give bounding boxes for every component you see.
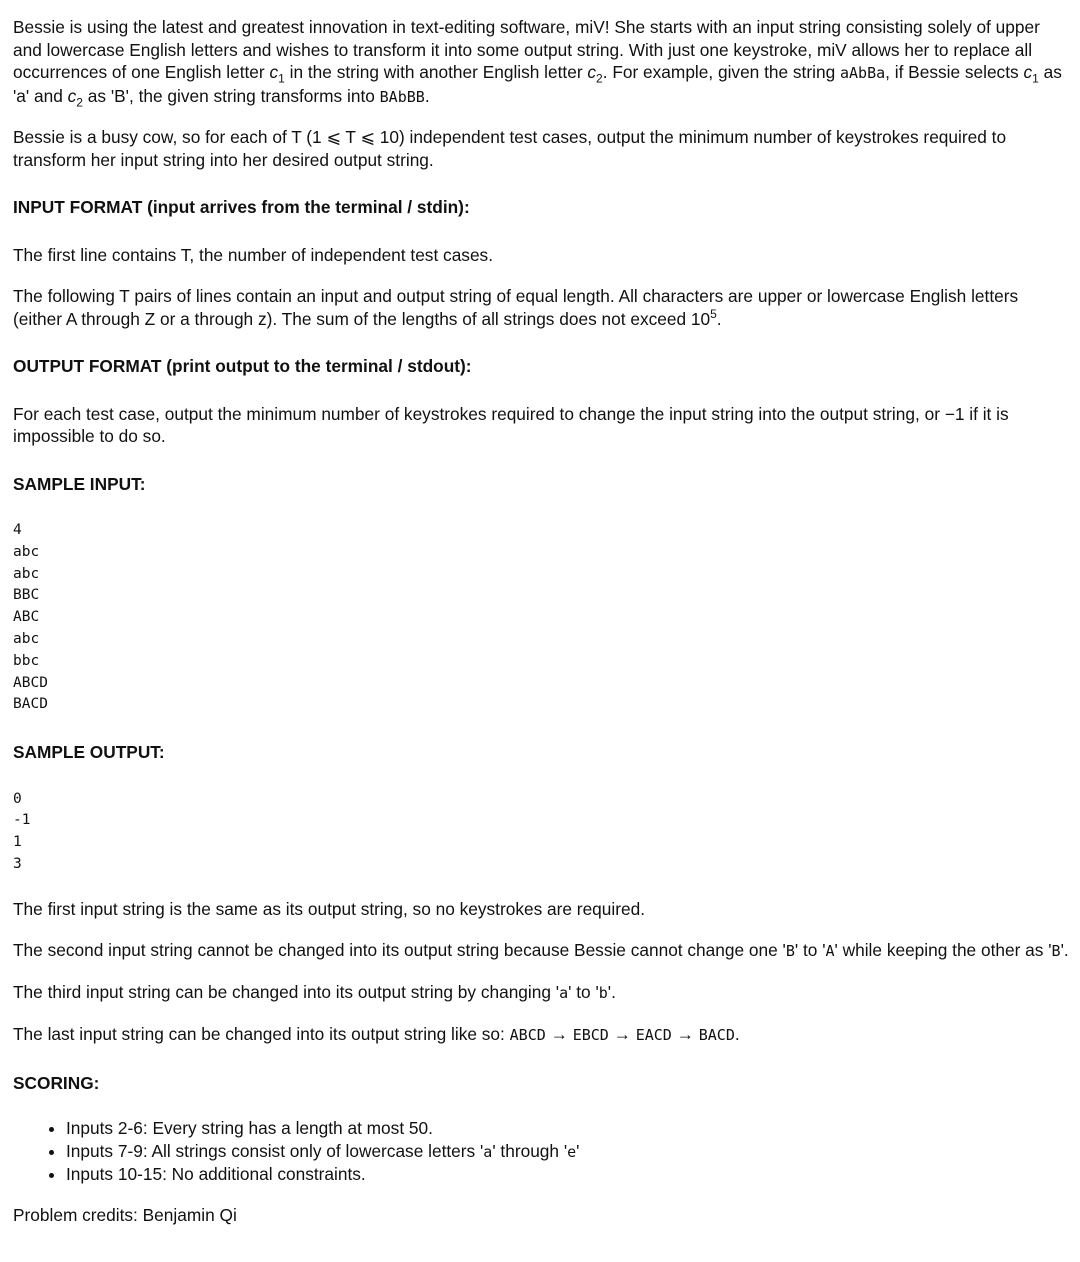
sample-input-line: ABCD — [13, 674, 48, 691]
intro-paragraph: Bessie is using the latest and greatest innovation in text-editing software, miV! She starts with an input string consisting solely of upper and lowercase English letters and wishes to transform it into some output string. With just one keystroke, miV allows her to replace all occurrences of one English letter $c_1$ in the string with another English letter $c_2$. For example, given the string aAbBa, if Bessie selects $c_1$ as 'a' and $c_2$ as 'B', the given string transforms into BAbBB. — [13, 17, 1062, 109]
output-format-heading: OUTPUT FORMAT (print output to the terminal / stdout): — [13, 356, 472, 376]
sample-output-block — [13, 789, 1069, 876]
scoring-item: • Inputs 7-9: All strings consist only of lowercase letters 'a' through 'e' — [66, 1140, 1069, 1164]
example-output-string: BAbBB — [379, 87, 425, 106]
arrow-icon: → — [676, 1024, 694, 1045]
arrow-icon: → — [550, 1024, 568, 1045]
sample-input-line: BACD — [13, 696, 48, 713]
sample-output-line: 1 — [13, 834, 22, 851]
sample-input-line: abc — [13, 630, 40, 647]
sample-input-line: ABC — [13, 609, 40, 626]
explanation-1: The first input string is the same as its output string, so no keystrokes are required. — [13, 898, 646, 919]
arrow-icon: → — [613, 1024, 631, 1045]
input-format-paragraph-2: The following T pairs of lines contain an input and output string of equal length. All characters are upper or lowercase English letters (either A through Z or a through z). The sum of the lengths of all strings does not exceed $10^5$. — [13, 286, 1019, 329]
explanation-4: The last input string can be changed into its output string like so: ABCD → EBCD → EACD → BACD. — [13, 1024, 740, 1045]
busy-paragraph: Bessie is a busy cow, so for each of T (1 ⩽ T ⩽ 10) independent test cases, output the minimum number of keystrokes required to transform her input string into her desired output string. — [13, 127, 1007, 170]
output-format-paragraph: For each test case, output the minimum number of keystrokes required to change the input string into the output string, or −1 if it is impossible to do so. — [13, 403, 1009, 446]
input-format-heading: INPUT FORMAT (input arrives from the terminal / stdin): — [13, 197, 470, 217]
explanation-2: The second input string cannot be changed into its output string because Bessie cannot change one 'B' to 'A' while keeping the other as 'B'. — [13, 940, 1069, 961]
sample-input-heading: SAMPLE INPUT: — [13, 473, 146, 494]
problem-statement — [13, 16, 1069, 1226]
sample-output-line: 0 — [13, 790, 22, 807]
scoring-item: • Inputs 2-6: Every string has a length at most 50. — [66, 1117, 1069, 1140]
explanation-3: The third input string can be changed into its output string by changing 'a' to 'b'. — [13, 981, 616, 1002]
sample-input-line: abc — [13, 565, 40, 582]
scoring-list — [13, 1117, 1069, 1186]
sample-input-line: 4 — [13, 522, 22, 538]
example-input-string: aAbBa — [839, 64, 886, 82]
sample-output-line: -1 — [13, 812, 31, 829]
scoring-item: • Inputs 10-15: No additional constraints. — [66, 1163, 1069, 1186]
sample-input-line: bbc — [13, 652, 40, 669]
sample-input-line: BBC — [13, 587, 40, 604]
input-format-paragraph-1: The first line contains T, the number of independent test cases. — [13, 244, 493, 265]
sample-input-line: abc — [13, 543, 40, 560]
sample-input-block — [13, 520, 1069, 716]
scoring-heading: SCORING: — [13, 1072, 100, 1093]
sample-output-line: 3 — [13, 856, 22, 873]
sample-output-heading: SAMPLE OUTPUT: — [13, 742, 165, 763]
problem-credits: Problem credits: Benjamin Qi — [13, 1204, 237, 1225]
